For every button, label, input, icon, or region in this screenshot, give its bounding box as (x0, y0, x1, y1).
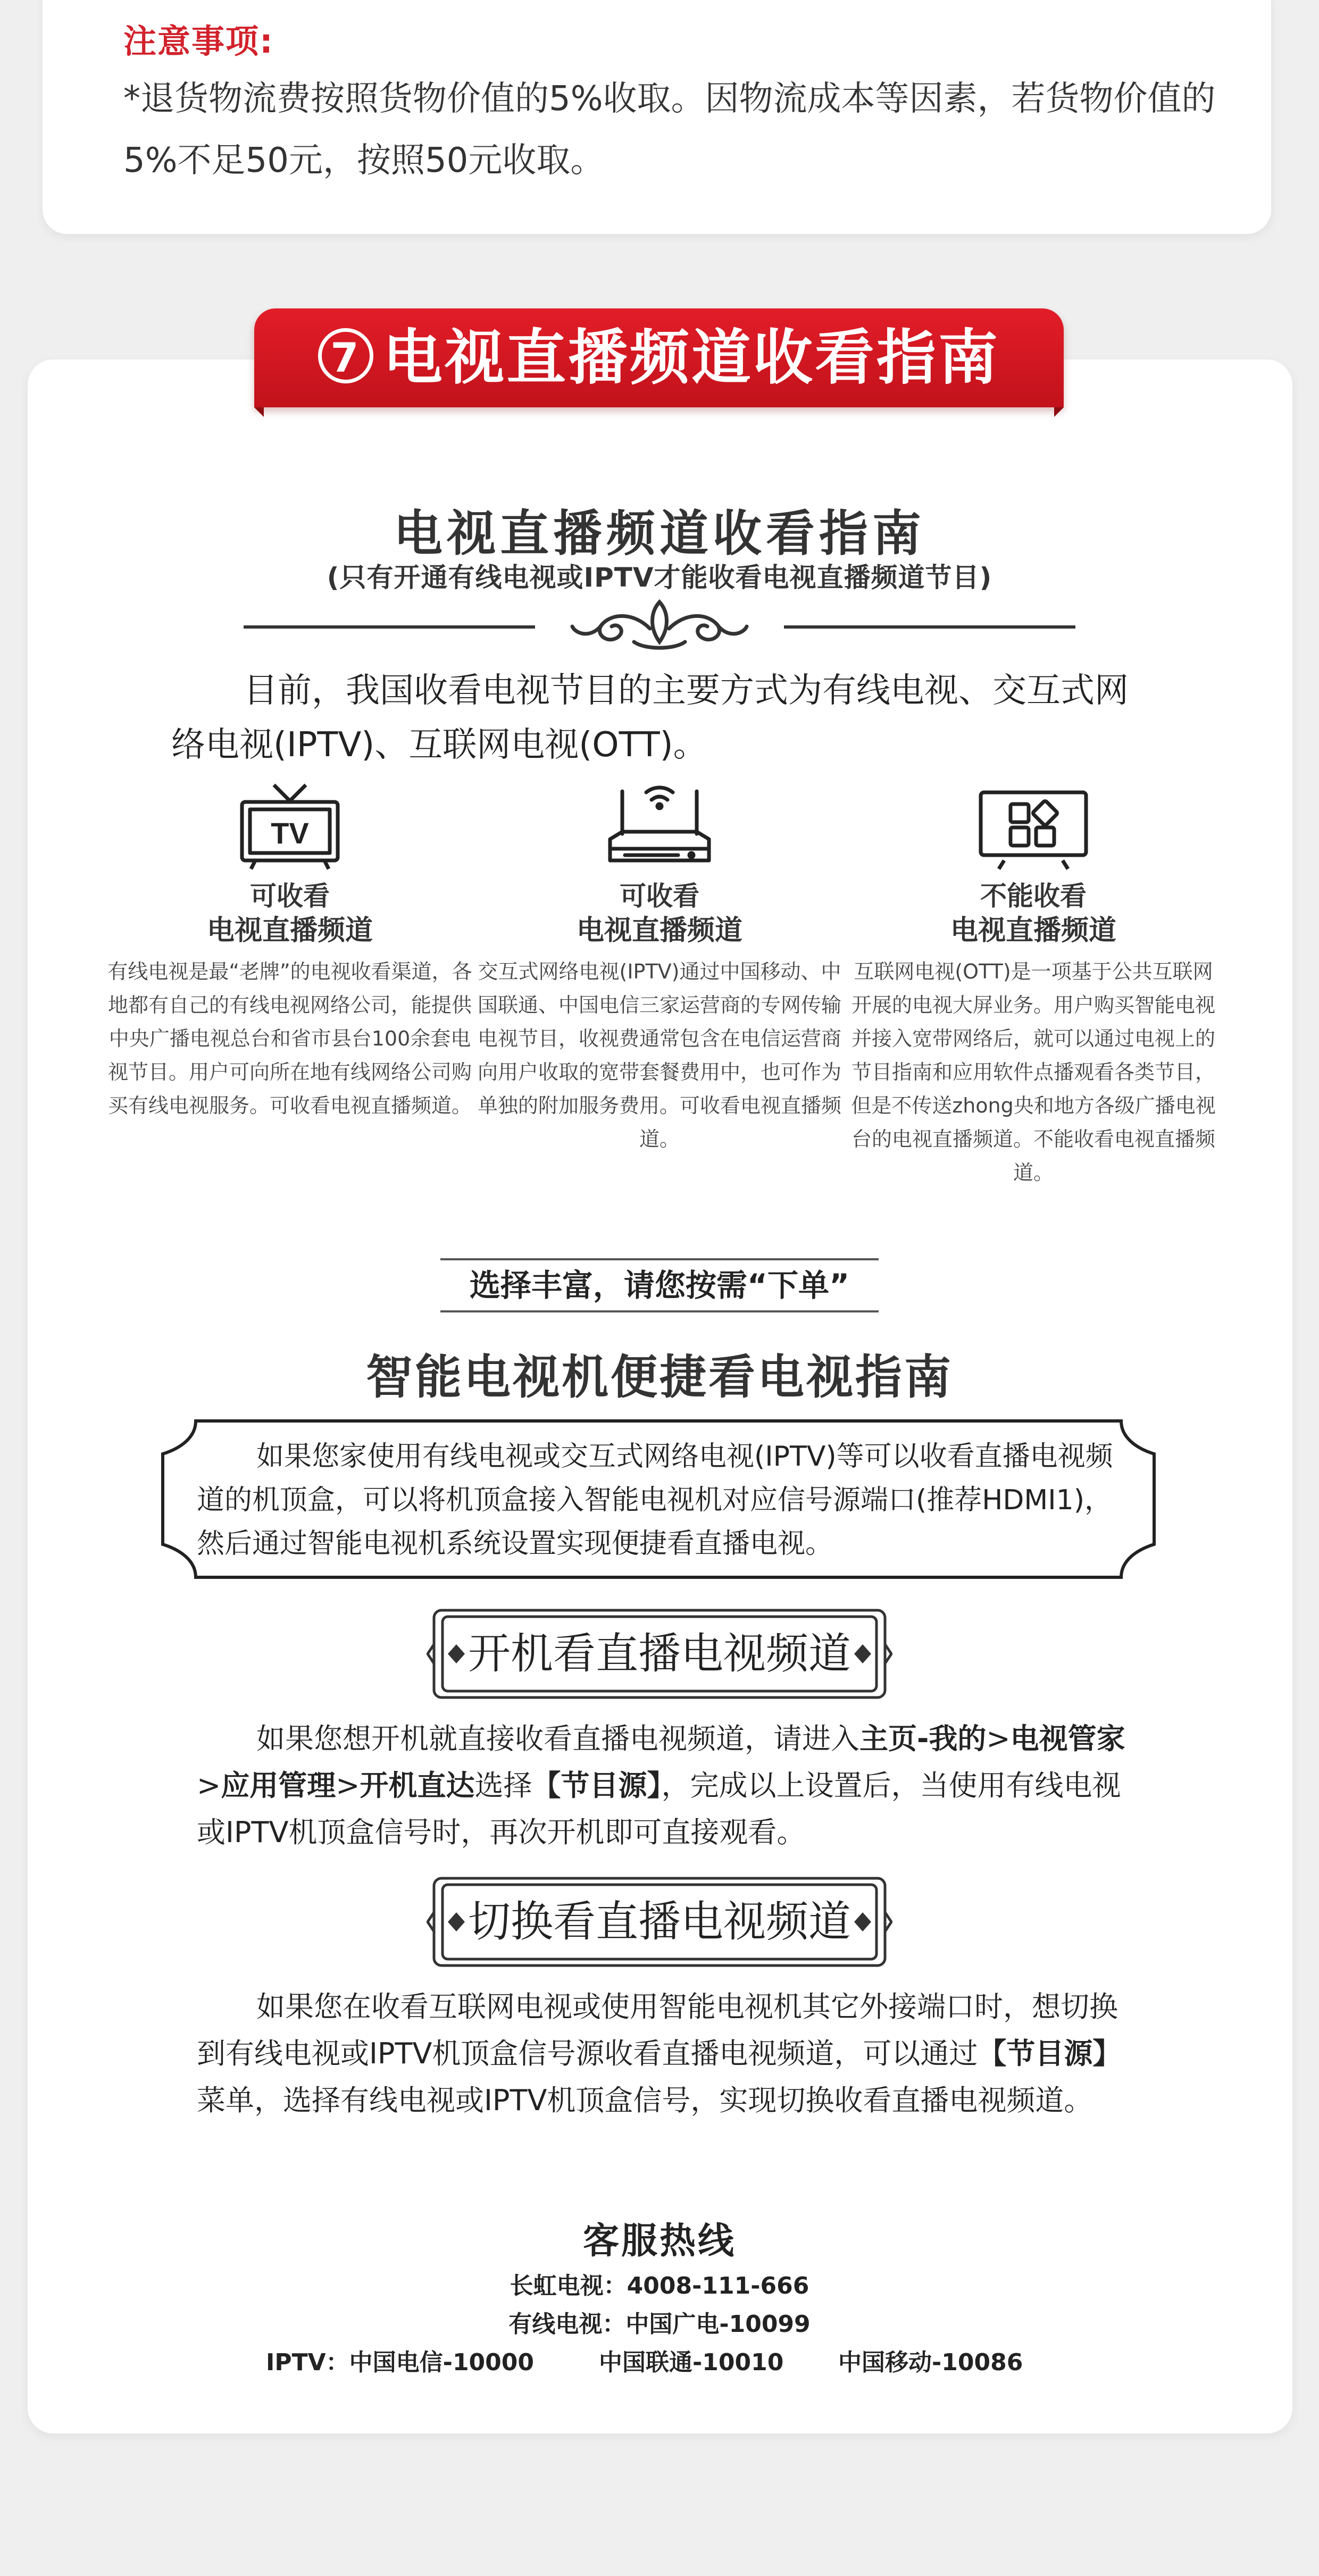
hotline-iptv-telecom: IPTV：中国电信-10000 (266, 2349, 535, 2376)
router-icon (604, 781, 715, 871)
notice-title: 注意事项: (123, 22, 274, 61)
smart-tv-icon (978, 781, 1089, 871)
hotline-cable: 有线电视：中国广电-10099 (508, 2311, 811, 2338)
banner-fold-left (254, 407, 264, 417)
column-ott-desc: 互联网电视(OTT)是一项基于公共互联网开展的电视大屏业务。用户购买智能电视并接入宽带网络后，就可以通过电视上的节目指南和应用软件点播观看各类节目，但是不传送zhong央和地方各级广播电视台的电视直播频道。不能收看电视直播频道。 (851, 960, 1216, 1184)
section1-title: 开机看直播电视频道 (468, 1629, 851, 1678)
section1-bold-home: 主页-我的 (859, 1722, 987, 1755)
divider-right (784, 625, 1075, 629)
section2-text-2: 菜单，选择有线电视或IPTV机顶盒信号，实现切换收看直播电视频道。 (197, 2084, 1093, 2117)
hotline-unicom: 中国联通-10010 (599, 2349, 784, 2376)
column-iptv-label: 电视直播频道 (576, 915, 742, 947)
column-iptv (476, 781, 843, 1156)
section2-text-1: 如果您在收看互联网电视或使用智能电视机其它外接端口时，想切换到有线电视或IPTV机顶盒信号源收看直播电视频道，可以通过 (197, 1990, 1118, 2070)
guide-subtitle: (只有开通有线电视或IPTV才能收看电视直播频道节目) (327, 562, 992, 593)
section1-arrow-3: > (336, 1769, 360, 1802)
section2-body (197, 1984, 1133, 2124)
guide-intro: 目前，我国收看电视节目的主要方式为有线电视、交互式网络电视(IPTV)、互联网电视(OTT)。 (171, 671, 1129, 765)
section1-bold-manager: 电视管家 (1010, 1722, 1125, 1755)
section2-title: 切换看直播电视频道 (468, 1897, 851, 1946)
column-cable-desc: 有线电视是最“老牌”的电视收看渠道，各地都有自己的有线电视网络公司，能提供中央广播电视总台和省市县台100余套电视节目。用户可向所在地有线网络公司购买有线电视服务。可收看电视直播频道。 (107, 960, 472, 1117)
svg-text:TV: TV (271, 816, 309, 850)
notice-body: *退货物流费按照货物价值的5%收取。因物流成本等因素，若货物价值的5%不足50元，按照50元收取。 (123, 79, 1216, 180)
section1-arrow-1: > (986, 1722, 1011, 1755)
divider-left (244, 625, 535, 629)
section1-text-3: ，完成以上设置后，当使用有线电视或IPTV机顶盒信号时，再次开机即可直接观看。 (197, 1769, 1121, 1849)
column-iptv-status: 可收看 (620, 881, 699, 911)
tv-icon (234, 781, 346, 871)
column-ott-status: 不能收看 (980, 881, 1087, 911)
smart-tv-intro: 如果您家使用有线电视或交互式网络电视(IPTV)等可以收看直播电视频道的机顶盒，可以将机顶盒接入智能电视机对应信号源端口(推荐HDMI1)，然后通过智能电视机系统设置实现便捷看直播电视。 (197, 1441, 1113, 1560)
column-cable-status: 可收看 (250, 881, 330, 911)
section1-text-1: 如果您想开机就直接收看直播电视频道，请进入 (256, 1722, 859, 1755)
section1-body (197, 1716, 1133, 1856)
section1-bold-boot: 开机直达 (360, 1769, 475, 1802)
section2-bold-source: 【节目源】 (978, 2037, 1122, 2070)
section1-arrow-2: > (197, 1769, 221, 1802)
smart-tv-title: 智能电视机便捷看电视指南 (365, 1350, 953, 1404)
hotline-title: 客服热线 (582, 2220, 736, 2262)
banner-title-text: 电视直播频道收看指南 (383, 323, 1000, 392)
section1-bold-apps: 应用管理 (221, 1769, 336, 1802)
column-ott-label: 电视直播频道 (950, 915, 1116, 947)
choose-banner: 选择丰富，请您按需“下单” (440, 1258, 879, 1312)
banner-number: 7 (318, 328, 373, 383)
hotline-changhong: 长虹电视：4008-111-666 (510, 2272, 809, 2299)
banner-title (254, 308, 1064, 407)
guide-title: 电视直播频道收看指南 (393, 505, 925, 562)
column-iptv-desc: 交互式网络电视(IPTV)通过中国移动、中国联通、中国电信三家运营商的专网传输电视节目，收视费通常包含在电信运营商向用户收取的宽带套餐费用中，也可作为单独的附加服务费用。可收看电视直播频道。 (477, 960, 841, 1151)
banner-fold-right (1054, 407, 1064, 417)
column-ott (850, 781, 1217, 1190)
column-cable (106, 781, 473, 1123)
section1-bold-source: 【节目源】 (532, 1769, 662, 1802)
hotline-mobile: 中国移动-10086 (838, 2349, 1023, 2376)
ornament-icon (570, 591, 749, 655)
section1-text-2: 选择 (474, 1769, 532, 1802)
column-cable-label: 电视直播频道 (206, 915, 373, 947)
